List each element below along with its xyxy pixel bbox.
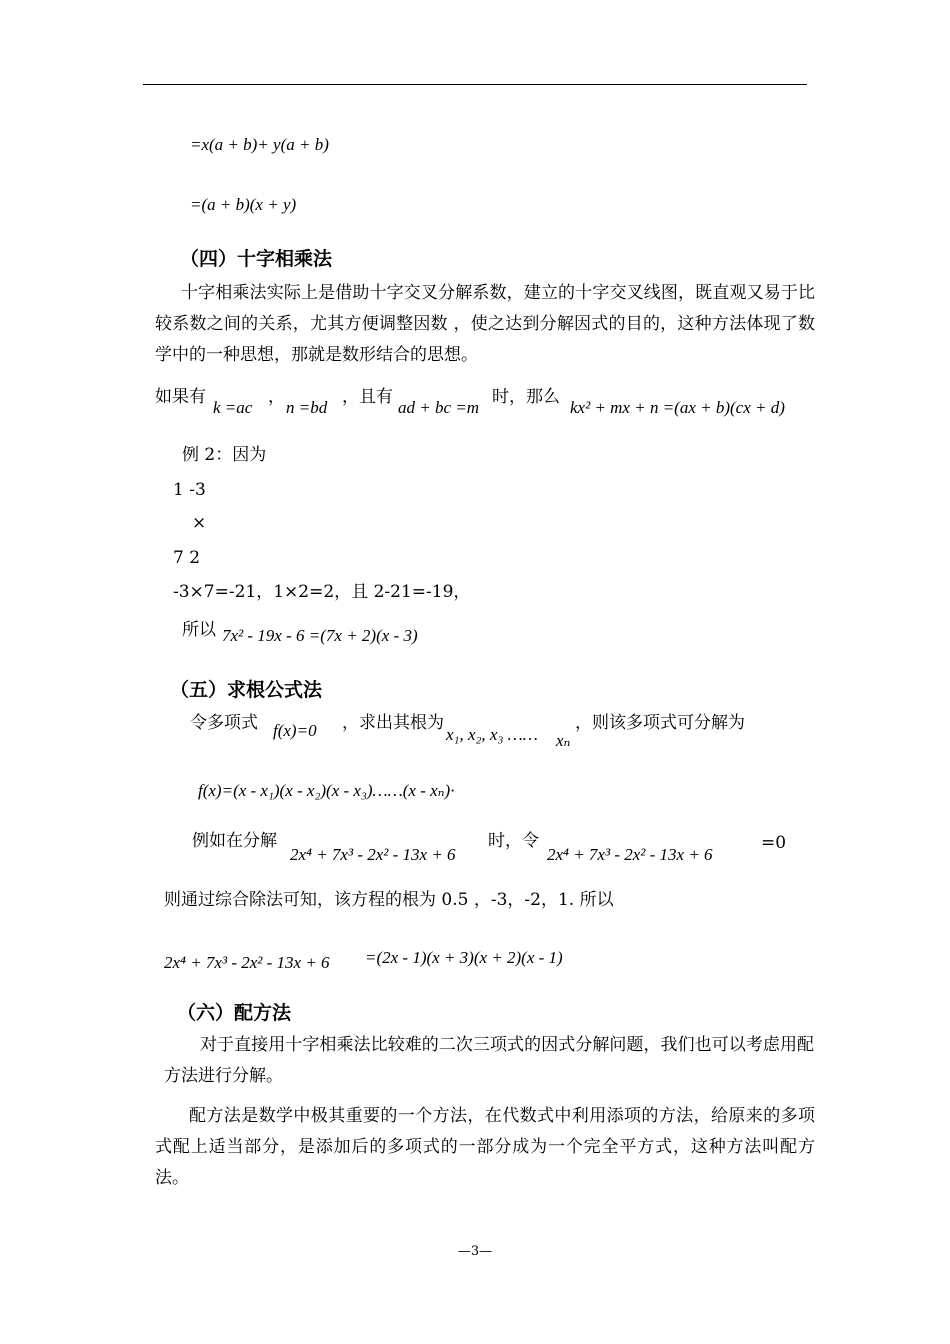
roots-sentence: 则通过综合除法可知，该方程的根为 0.5 ，-3，-2，1. 所以 <box>164 890 614 910</box>
example-poly: 2x⁴ + 7x³ - 2x² - 13x + 6 <box>290 845 456 864</box>
cross-top: 1 -3 <box>173 480 206 500</box>
final-lhs: 2x⁴ + 7x³ - 2x² - 13x + 6 <box>164 953 330 972</box>
intro-suffix: ，则该多项式可分解为 <box>575 713 745 733</box>
section-6-paragraph-1: 对于直接用十字相乘法比较难的二次三项式的因式分解问题，我们也可以考虑用配方法进行分解。 <box>164 1035 814 1086</box>
section-4-paragraph: 十字相乘法实际上是借助十字交叉分解系数，建立的十字交叉线图，既直观又易于比较系数之间的关系，尤其方便调整因数 ，使之达到分解因式的目的，这种方法体现了数学中的一种思想，那就是数形结合的思想。 <box>155 283 815 365</box>
section-4-heading: （四）十字相乘法 <box>180 248 333 270</box>
section-6-paragraph-2: 配方法是数学中极其重要的一个方法，在代数式中利用添项的方法，给原来的多项式配上适当部分，是添加后的多项式的一部分成为一个完全平方式，这种方法叫配方法。 <box>155 1106 815 1188</box>
intro-mid: ，求出其根为 <box>342 713 444 733</box>
section-5-heading: （五）求根公式法 <box>170 679 323 701</box>
so-label: 所以 <box>182 620 216 640</box>
example-prefix: 例如在分解 <box>192 831 277 851</box>
final-rhs: =(2x - 1)(x + 3)(x + 2)(x - 1) <box>365 948 563 967</box>
factored-formula: f(x)=(x - x₁)(x - x₂)(x - x₃)……(x - xₙ)· <box>198 781 455 800</box>
rule-condition: ad + bc =m <box>398 398 480 417</box>
intro-xn: xₙ <box>556 731 571 750</box>
rule-k: k =ac <box>213 398 253 417</box>
so-formula: 7x² - 19x - 6 =(7x + 2)(x - 3) <box>222 626 418 645</box>
rule-mid: ，且有 <box>342 387 393 407</box>
example-2-label: 例 2：因为 <box>182 445 267 465</box>
cross-symbol: × <box>192 513 207 533</box>
rule-n: n =bd <box>286 398 328 417</box>
intro-roots: x₁, x₂, x₃ …… <box>446 725 538 744</box>
header-rule <box>143 84 807 85</box>
equation-line-1: =x(a + b)+ y(a + b) <box>190 135 329 154</box>
rule-formula: kx² + mx + n =(ax + b)(cx + d) <box>570 398 785 417</box>
section-6-heading: （六）配方法 <box>177 1002 292 1024</box>
rule-prefix: 如果有 <box>155 387 206 407</box>
equation-line-2: =(a + b)(x + y) <box>190 195 297 214</box>
example-equals-zero: =0 <box>761 833 787 853</box>
rule-then: 时，那么 <box>492 387 560 407</box>
intro-prefix: 令多项式 <box>190 713 258 733</box>
example-poly-2: 2x⁴ + 7x³ - 2x² - 13x + 6 <box>547 845 713 864</box>
rule-sep: ， <box>268 387 285 407</box>
page-number: —3— <box>457 1244 493 1259</box>
example-when: 时，令 <box>488 831 539 851</box>
cross-bottom: 7 2 <box>173 548 201 568</box>
intro-fx: f(x)=0 <box>273 721 317 740</box>
cross-calculation: -3×7=-21，1×2=2，且 2-21=-19， <box>173 582 471 602</box>
